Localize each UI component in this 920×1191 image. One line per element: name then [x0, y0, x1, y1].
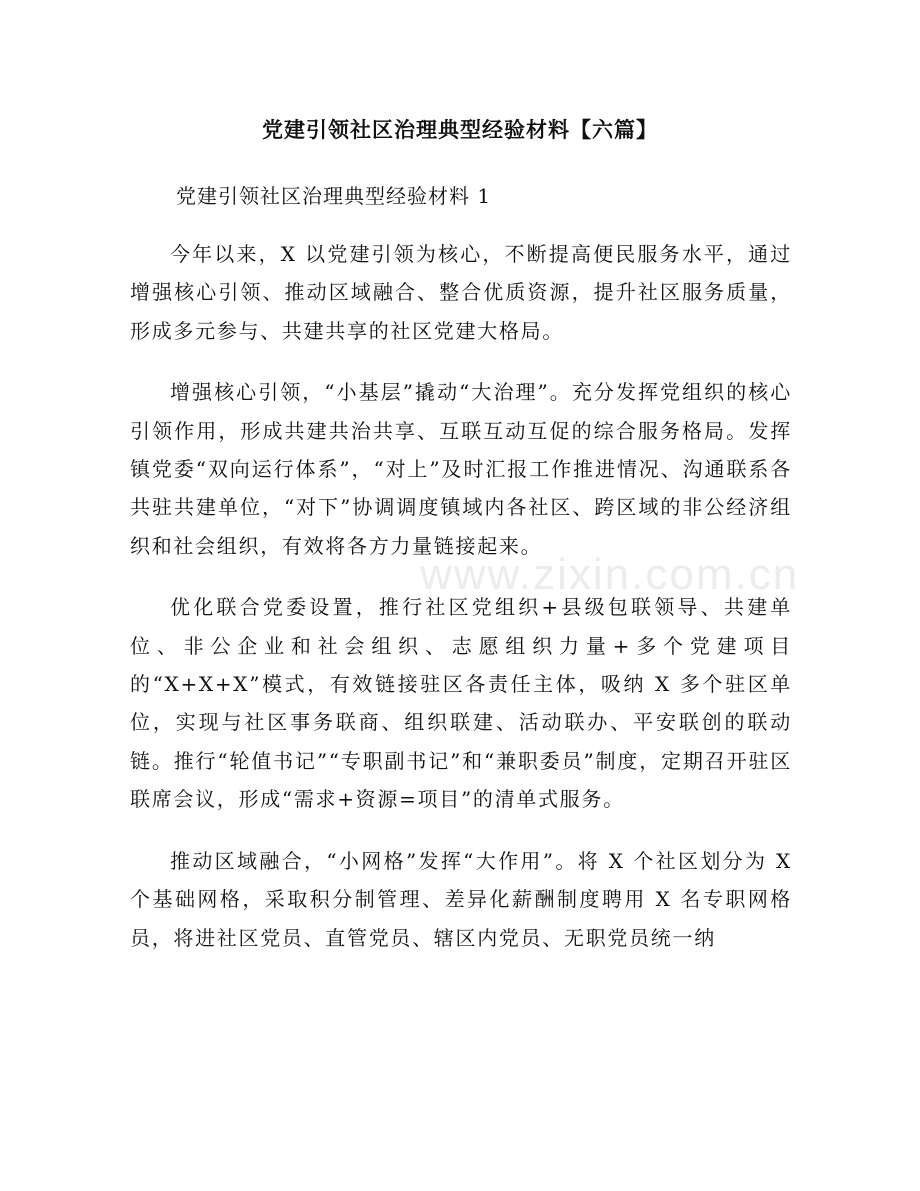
- document-body: [130, 235, 792, 980]
- paragraph-4: 推动区域融合，“小网格”发挥“大作用”。将 X 个社区划分为 X 个基础网格，采取积分制管理、差异化薪酬制度聘用 X 名专职网格员，将进社区党员、直管党员、辖区内党员、无职党员统一纳: [130, 848, 792, 950]
- paragraph-1: 今年以来，X 以党建引领为核心，不断提高便民服务水平，通过增强核心引领、推动区域融合、整合优质资源，提升社区服务质量，形成多元参与、共建共享的社区党建大格局。: [130, 242, 792, 343]
- document-title: 党建引领社区治理典型经验材料【六篇】: [262, 118, 658, 142]
- document-subtitle: 党建引领社区治理典型经验材料 1: [176, 184, 492, 208]
- watermark: www.zixin.com.cn: [420, 550, 800, 599]
- paragraph-2: 增强核心引领，“小基层”撬动“大治理”。充分发挥党组织的核心引领作用，形成共建共治共享、互联互动互促的综合服务格局。发挥镇党委“双向运行体系”，“对上”及时汇报工作推进情况、沟通联系各共驻共建单位，“对下”协调调度镇域内各社区、跨区域的非公经济组织和社会组织，有效将各方力量链接起来。: [130, 380, 792, 558]
- paragraph-3: 优化联合党委设置，推行社区党组织+县级包联领导、共建单位、非公企业和社会组织、志愿组织力量+多个党建项目的“X+X+X”模式，有效链接驻区各责任主体，吸纳 X 多个驻区单位，实现与社区事务联商、组织联建、活动联办、平安联创的联动链。推行“轮值书记”“专职副书记”和“兼职委员”制度，定期召开驻区联席会议，形成“需求+资源=项目”的清单式服务。: [130, 595, 792, 812]
